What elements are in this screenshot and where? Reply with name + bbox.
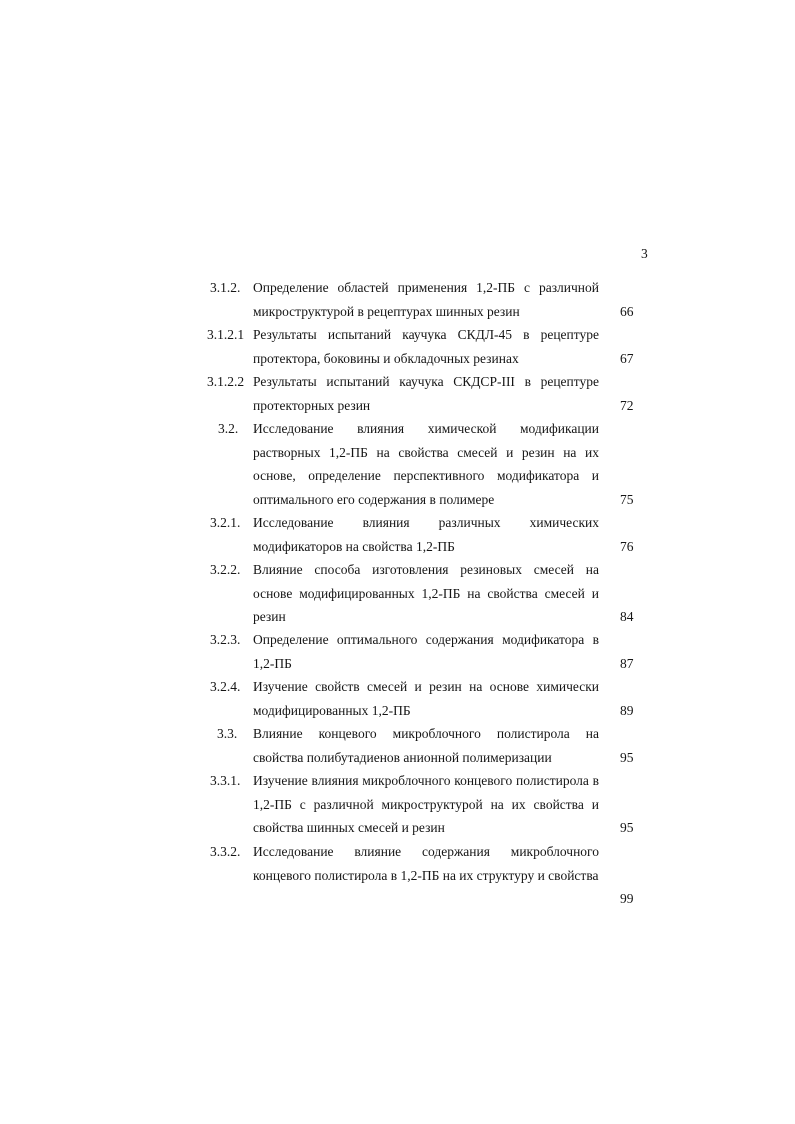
toc-entry [0, 323, 795, 370]
toc-entry [0, 840, 795, 910]
section-page: 66 [620, 304, 634, 319]
section-number: 3.1.2.1 [207, 327, 245, 342]
toc-entry [0, 628, 795, 675]
section-title: Определение областей применения 1,2-ПБ с различной микроструктурой в рецептурах шинных резин [253, 280, 599, 319]
section-page: 72 [620, 398, 634, 413]
section-number: 3.2.2. [210, 562, 241, 577]
toc-entry [0, 675, 795, 722]
section-page: 67 [620, 351, 634, 366]
section-title: Исследование влияния химической модификации растворных 1,2-ПБ на свойства смесей и резин на их основе, определение перспективного модификатора и оптимального его содержания в полимере [253, 421, 599, 507]
section-number: 3.2. [218, 421, 239, 436]
section-title: Исследование влияние содержания микроблочного концевого полистирола в 1,2-ПБ на их структуру и свойства [253, 844, 599, 883]
section-title: Результаты испытаний каучука СКДСР-III в рецептуре протекторных резин [253, 374, 599, 413]
section-number: 3.3.2. [210, 844, 241, 859]
section-number: 3.1.2. [210, 280, 241, 295]
section-title: Влияние концевого микроблочного полистирола на свойства полибутадиенов анионной полимеризации [253, 726, 599, 765]
section-number: 3.2.1. [210, 515, 241, 530]
section-number: 3.3.1. [210, 773, 241, 788]
section-number: 3.2.4. [210, 679, 241, 694]
section-number: 3.2.3. [210, 632, 241, 647]
section-title: Изучение свойств смесей и резин на основе химически модифицированных 1,2-ПБ [253, 679, 599, 718]
section-title: Результаты испытаний каучука СКДЛ-45 в рецептуре протектора, боковины и обкладочных резинах [253, 327, 599, 366]
table-of-contents [0, 276, 795, 916]
section-page: 95 [620, 820, 634, 835]
section-number: 3.3. [217, 726, 238, 741]
toc-entry [0, 370, 795, 417]
section-title: Определение оптимального содержания модификатора в 1,2-ПБ [253, 632, 599, 671]
section-page: 76 [620, 539, 634, 554]
section-page: 89 [620, 703, 634, 718]
section-page: 95 [620, 750, 634, 765]
toc-entry [0, 417, 795, 511]
toc-entry [0, 276, 795, 323]
section-page: 84 [620, 609, 634, 624]
section-title: Изучение влияния микроблочного концевого полистирола в 1,2-ПБ с различной микроструктурой на их свойства и свойства шинных смесей и резин [253, 773, 599, 835]
toc-entry [0, 722, 795, 769]
section-number: 3.1.2.2 [207, 374, 245, 389]
toc-entry [0, 769, 795, 840]
toc-entry [0, 511, 795, 558]
section-title: Влияние способа изготовления резиновых смесей на основе модифицированных 1,2-ПБ на свойства смесей и резин [253, 562, 599, 624]
section-title: Исследование влияния различных химических модификаторов на свойства 1,2-ПБ [253, 515, 599, 554]
section-page: 75 [620, 492, 634, 507]
section-page: 99 [620, 891, 634, 906]
section-page: 87 [620, 656, 634, 671]
toc-entry [0, 558, 795, 628]
page-number: 3 [641, 246, 648, 261]
